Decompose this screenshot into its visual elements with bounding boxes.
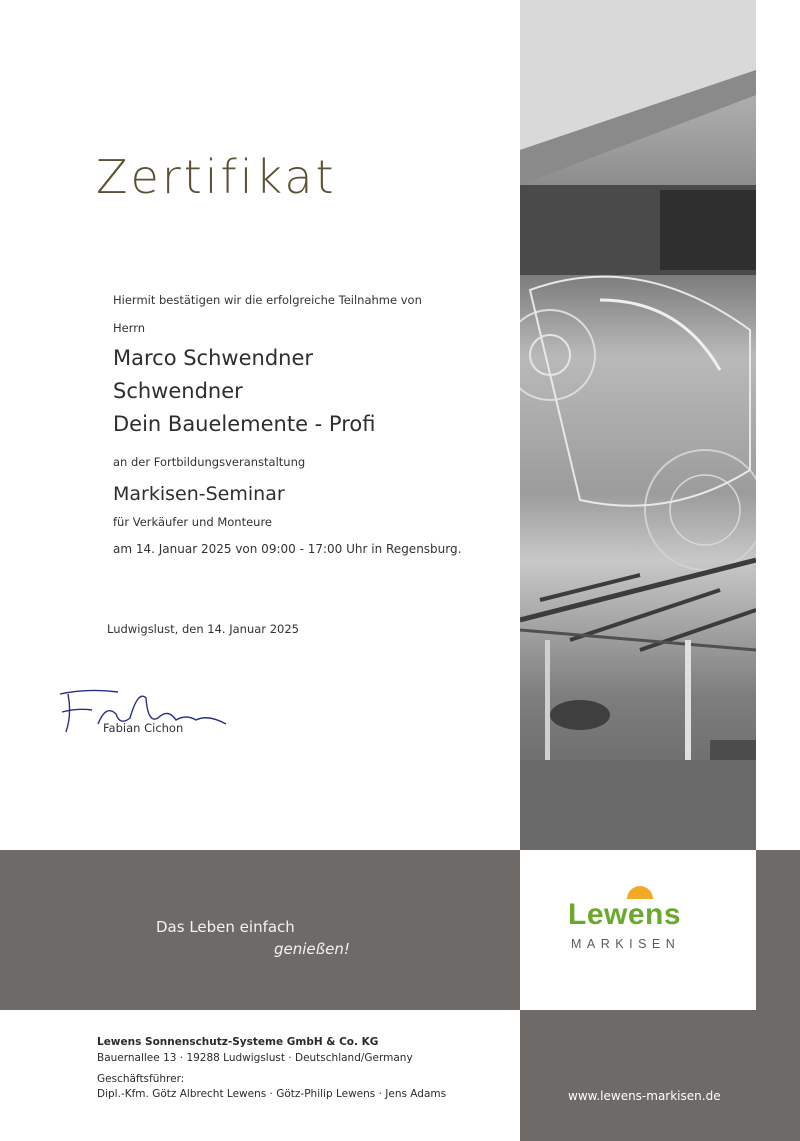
footer-management-names: Dipl.-Kfm. Götz Albrecht Lewens · Götz-Philip Lewens · Jens Adams bbox=[97, 1088, 447, 1100]
signature bbox=[58, 684, 238, 744]
event-intro: an der Fortbildungsveranstaltung bbox=[113, 455, 306, 469]
footer-address: Bauernallee 13 · 19288 Ludwigslust · Deutschland/Germany bbox=[97, 1052, 413, 1064]
slogan-line1: Das Leben einfach bbox=[156, 918, 295, 936]
place-date: Ludwigslust, den 14. Januar 2025 bbox=[107, 622, 299, 636]
slogan-line2: genießen! bbox=[274, 940, 350, 958]
website-url[interactable]: www.lewens-markisen.de bbox=[568, 1089, 721, 1103]
participant-line2: Schwendner bbox=[113, 379, 243, 403]
event-name: Markisen-Seminar bbox=[113, 483, 285, 505]
awning-illustration bbox=[520, 0, 756, 850]
awning-photo bbox=[520, 0, 756, 850]
participant-company: Dein Bauelemente - Profi bbox=[113, 412, 376, 436]
participant-name: Marco Schwendner bbox=[113, 346, 314, 370]
logo-wordmark: Lewens bbox=[568, 898, 682, 931]
intro-text: Hiermit bestätigen wir die erfolgreiche Teilnahme von bbox=[113, 293, 422, 307]
footer-company-name: Lewens Sonnenschutz-Systeme GmbH & Co. KG bbox=[97, 1036, 379, 1048]
salutation: Herrn bbox=[113, 321, 146, 335]
signatory-name: Fabian Cichon bbox=[103, 721, 184, 735]
lewens-logo bbox=[568, 880, 718, 960]
logo-subtitle: MARKISEN bbox=[571, 937, 681, 951]
footer-band bbox=[520, 1010, 800, 1141]
footer-management-label: Geschäftsführer: bbox=[97, 1073, 185, 1085]
band-edge bbox=[756, 850, 800, 1010]
event-date: am 14. Januar 2025 von 09:00 - 17:00 Uhr in Regensburg. bbox=[113, 542, 462, 556]
footer-company bbox=[97, 1036, 378, 1048]
certificate-title: Zertifikat bbox=[96, 150, 337, 204]
event-audience: für Verkäufer und Monteure bbox=[113, 515, 273, 529]
